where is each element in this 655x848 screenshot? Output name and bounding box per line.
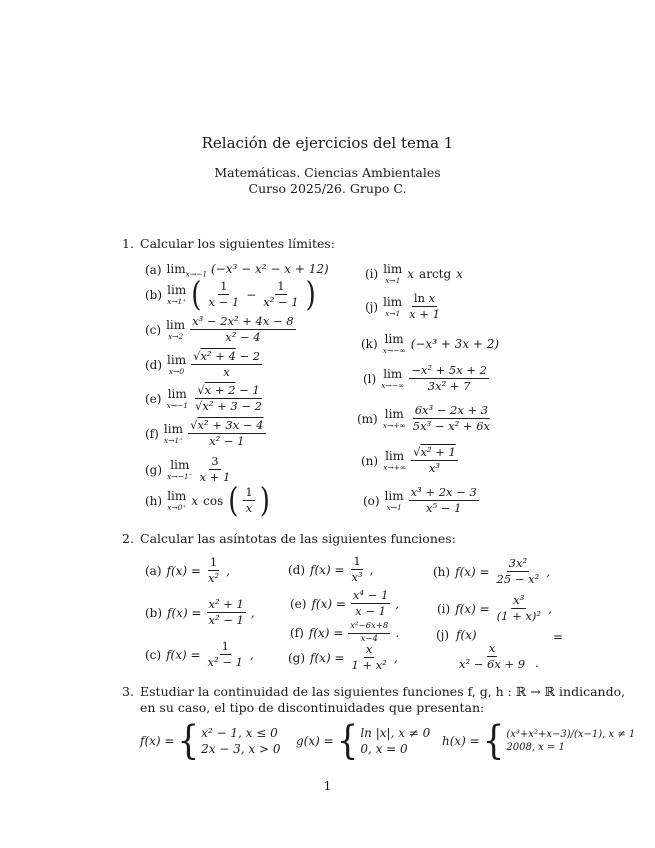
asymptote-item-h: (h) f(x) = $\frac{\text{3x²}}{\text{25 − x²}}$ , [433,556,551,587]
item-label: (g) [288,650,306,665]
limit-item-k: (k) lim x→−∞ (−x³ + 3x + 2) [361,332,500,355]
left-brace: { [482,718,505,764]
limit-operator: lim x→0⁺ [167,488,187,512]
fraction: $\frac{\text{√x² + 1}}{\text{x³}}$ [413,445,456,476]
limit-item-d [145,350,262,379]
limit-item-n [361,446,458,475]
fraction: $\frac{1}{\text{x² − 1}}$ [263,279,299,310]
fraction: $\frac{\text{3x²}}{\text{25 − x²}}$ [496,556,540,587]
document-title: Relación de ejercicios del tema 1 [201,134,454,152]
item-label: (g) [145,462,163,477]
item-label: (f) [145,426,159,441]
item-label: (k) [361,336,378,351]
fraction: $\frac{1}{\text{x² − 1}}$ [207,639,243,670]
item-label: (b) [145,287,163,302]
fraction: $\frac{3}{x + 1}$ [199,454,231,485]
asymptote-item-c: (c) f(x) = $\frac{1}{\text{x² − 1}}$ , [145,639,254,670]
item-label: (f) [290,626,304,641]
left-brace: { [336,718,359,764]
fraction: $\frac{1}{\text{x²}}$ [207,555,220,586]
limit-operator: lim x→1⁺ [167,282,187,306]
fraction: $\frac{1}{x - 1}$ [208,279,240,310]
fraction: $\frac{\text{√x² + 3x − 4}}{\text{x² − 1}}$ [190,418,264,449]
fraction: $\frac{√x + 2 - 1}{\text{√x² + 3 − 2}}$ [195,383,262,414]
fraction: $\frac{1}{x}$ [245,485,253,516]
limit-operator: lim x→−1 [166,386,189,410]
fraction: $\frac{\text{x² + 1}}{\text{x² − 1}}$ [208,597,244,628]
exercise-2-number: 2. [122,531,134,546]
piecewise-g [296,718,431,764]
asymptote-item-i: (i) f(x) = $\frac{\text{x³}}{\text{(1 + x)²}}$ , [437,593,552,624]
piece-row: 2x − 3, x > 0 [201,742,281,756]
item-label: (j) [365,299,379,314]
item-label: (i) [365,266,379,281]
piece-row: 2008, x = 1 [506,742,565,753]
right-paren: ) [305,275,316,315]
limit-operator: lim x→−∞ [381,366,405,390]
fraction: $\frac{1}{\text{x³}}$ [351,554,363,585]
limit-item-i: (i) lim x→1 x arctg x [365,262,463,285]
exercise-1-number: 1. [122,236,134,251]
fraction: $\frac{\text{x³}}{\text{(1 + x)²}}$ [496,593,541,624]
item-label: (l) [363,371,377,386]
item-label: (i) [437,601,451,616]
exercise-3-number: 3. [122,684,134,699]
limit-item-a [145,262,329,278]
asymptote-item-d: (d) f(x) = $\frac{1}{\text{x³}}$ , [288,554,374,585]
function-name: f(x) = [140,734,175,748]
item-label: (j) [436,628,450,642]
item-label: (h) [145,493,163,508]
limit-operator: lim x→1 [383,262,403,285]
page-number: 1 [323,778,332,793]
limit-item-g [145,455,232,484]
fraction: $\frac{\text{−x² + 5x + 2}}{\text{3x² + 7}}$ [411,363,487,394]
limit-item-h: (h) lim x→0⁺ x cos ( $\frac{1}{x}$ ) [145,481,270,521]
document-course: Curso 2025/26. Grupo C. [248,181,407,196]
fraction: $\frac{\text{6x³ − 2x + 3}}{\text{5x³ − x² + 6x}}$ [412,403,491,434]
item-label: (n) [361,453,379,468]
piecewise-f [140,718,281,764]
fraction: $\frac{\text{x⁴ − 1}}{x - 1}$ [352,588,389,619]
fraction: $\frac{\text{√x² + 4 − 2}}{x}$ [193,349,261,380]
asymptote-item-a: (a) f(x) = $\frac{1}{\text{x²}}$ , [145,555,230,586]
asymptote-item-f: (f) f(x) = $\frac{\text{x²−6x+8}}{x-4}$ . [290,621,400,644]
left-paren: ( [191,275,202,315]
item-label: (d) [145,357,163,372]
exercise-3-statement-cont: en su caso, el tipo de discontinuidades que presentan: [140,700,485,715]
limit-operator: lim x→1 [383,294,403,318]
item-label: (b) [145,605,163,620]
limit-operator: lim x→+∞ [382,406,406,430]
limit-item-c [145,315,296,344]
limit-item-o [363,486,479,515]
fraction: $\frac{x}{\text{x² − 6x + 9}}$ [459,641,526,672]
asymptote-item-b: (b) f(x) = $\frac{\text{x² + 1}}{\text{x² − 1}}$ , [145,597,255,628]
piece-row: (x³+x²+x−3)/(x−1), x ≠ 1 [506,729,636,740]
item-label: (e) [145,391,162,406]
fraction: $\frac{\text{x³ + 2x − 3}}{\text{x⁵ − 1}}$ [410,485,477,516]
fraction: $\frac{\text{x³ − 2x² + 4x − 8}}{\text{x² − 4}}$ [192,314,294,345]
limit-item-b: (b) lim x→1⁺ ( $\frac{1}{x - 1}$ − $\frac{1}{\text{x² − 1}}$ ) [145,275,316,315]
limit-operator: lim x→−∞ [382,332,406,355]
asymptote-item-g: (g) f(x) = $\frac{x}{\text{1 + x²}}$ , [288,642,398,673]
fraction: $\frac{x}{\text{1 + x²}}$ [351,642,387,673]
limit-operator: lim x→1⁺ [163,421,184,445]
exercise-2-statement: Calcular las asíntotas de las siguientes funciones: [140,531,456,546]
item-label: (c) [145,322,162,337]
item-label: (c) [145,647,162,662]
math-expression: $\lim_{x\to-1} (-x^3 - x^2 - x + 12)$ [166,262,329,279]
function-name: g(x) = [296,734,334,748]
limit-operator: lim x→0 [167,352,187,376]
item-label: (a) [145,563,162,578]
limit-item-j [365,292,442,321]
asymptote-item-j: (j) f(x) = $\frac{x}{\text{x² − 6x + 9}}$ . [436,628,564,672]
piece-row: 0, x = 0 [360,742,408,756]
left-brace: { [177,718,200,764]
limit-item-f [145,419,266,448]
item-label: (e) [290,596,307,611]
limit-operator: lim x→2 [166,317,186,341]
fraction: $\frac{\text{ln x}}{x + 1}$ [409,291,440,322]
piece-row: ln |x|, x ≠ 0 [360,726,431,740]
limit-item-m [357,404,492,433]
document-subtitle: Matemáticas. Ciencias Ambientales [214,165,441,180]
piece-row: x² − 1, x ≤ 0 [201,726,278,740]
limit-item-e [145,384,264,413]
item-label: (d) [288,562,306,577]
exercise-1-statement: Calcular los siguientes límites: [140,236,335,251]
function-name: h(x) = [442,734,480,748]
exercise-3-statement: Estudiar la continuidad de las siguientes funciones f, g, h : ℝ → ℝ indicando, [140,684,626,699]
limit-item-l [363,364,489,393]
item-label: (a) [145,263,162,278]
limit-operator: lim x→−1⁻ [167,457,193,481]
piecewise-h [442,718,636,764]
limit-operator: lim x→+∞ [383,448,407,472]
limit-operator: lim x→1 [384,488,404,512]
fraction: $\frac{\text{x²−6x+8}}{x-4}$ [350,621,389,644]
asymptote-item-e: (e) f(x) = $\frac{\text{x⁴ − 1}}{x - 1}$ , [290,588,400,619]
item-label: (o) [363,493,380,508]
item-label: (m) [357,411,378,426]
item-label: (h) [433,564,451,579]
